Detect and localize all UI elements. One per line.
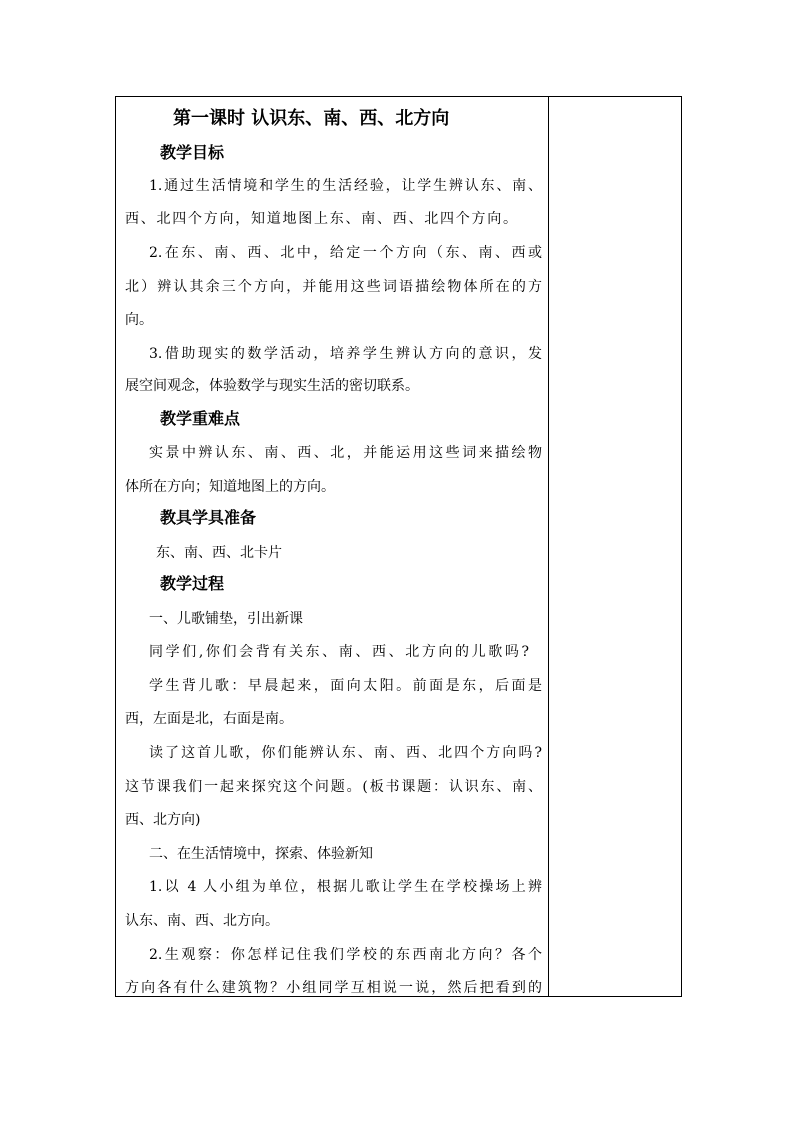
key-points-line-2: 体所在方向；知道地图上的方向。	[125, 479, 335, 495]
process-line-5: 读了这首儿歌，你们能辨认东、南、西、北四个方向吗?	[149, 745, 542, 761]
process-line-11: 2.生观察：你怎样记住我们学校的东西南北方向？各个	[149, 947, 542, 963]
page-title: 第一课时 认识东、南、西、北方向	[173, 108, 450, 129]
process-line-4: 西，左面是北，右面是南。	[125, 711, 293, 727]
lesson-table	[115, 96, 682, 997]
key-points-heading: 教学重难点	[160, 409, 241, 428]
process-line-2: 同学们,你们会背有关东、南、西、北方向的儿歌吗?	[149, 644, 529, 660]
materials-heading: 教具学具准备	[160, 508, 257, 527]
objectives-line-6: 3.借助现实的数学活动，培养学生辨认方向的意识，发	[149, 346, 542, 362]
process-line-8: 二、在生活情境中，探索、体验新知	[149, 846, 373, 862]
materials-line-1: 东、南、西、北卡片	[156, 545, 282, 561]
process-line-1: 一、儿歌铺垫，引出新课	[149, 611, 303, 627]
objectives-line-4: 北）辨认其余三个方向，并能用这些词语描绘物体所在的方	[125, 279, 542, 295]
lesson-content-cell	[116, 97, 549, 996]
process-heading: 教学过程	[160, 574, 225, 593]
process-line-6: 这节课我们一起来探究这个问题。(板书课题：认识东、南、	[125, 779, 542, 795]
objectives-line-5: 向。	[125, 312, 153, 328]
objectives-line-1: 1.通过生活情境和学生的生活经验，让学生辨认东、南、	[149, 178, 542, 194]
notes-cell	[549, 97, 681, 996]
objectives-heading: 教学目标	[160, 143, 225, 162]
objectives-line-7: 展空间观念，体验数学与现实生活的密切联系。	[125, 378, 419, 394]
process-line-7: 西、北方向)	[125, 812, 201, 828]
process-line-9: 1.以 4 人小组为单位，根据儿歌让学生在学校操场上辨	[149, 879, 542, 895]
objectives-line-2: 西、北四个方向，知道地图上东、南、西、北四个方向。	[125, 211, 517, 227]
process-line-10: 认东、南、西、北方向。	[125, 913, 279, 929]
process-line-3: 学生背儿歌：早晨起来，面向太阳。前面是东，后面是	[149, 678, 542, 694]
process-line-12: 方向各有什么建筑物？小组同学互相说一说，然后把看到的	[125, 980, 542, 996]
key-points-line-1: 实景中辨认东、南、西、北，并能运用这些词来描绘物	[149, 445, 542, 461]
objectives-line-3: 2.在东、南、西、北中，给定一个方向（东、南、西或	[149, 245, 542, 261]
